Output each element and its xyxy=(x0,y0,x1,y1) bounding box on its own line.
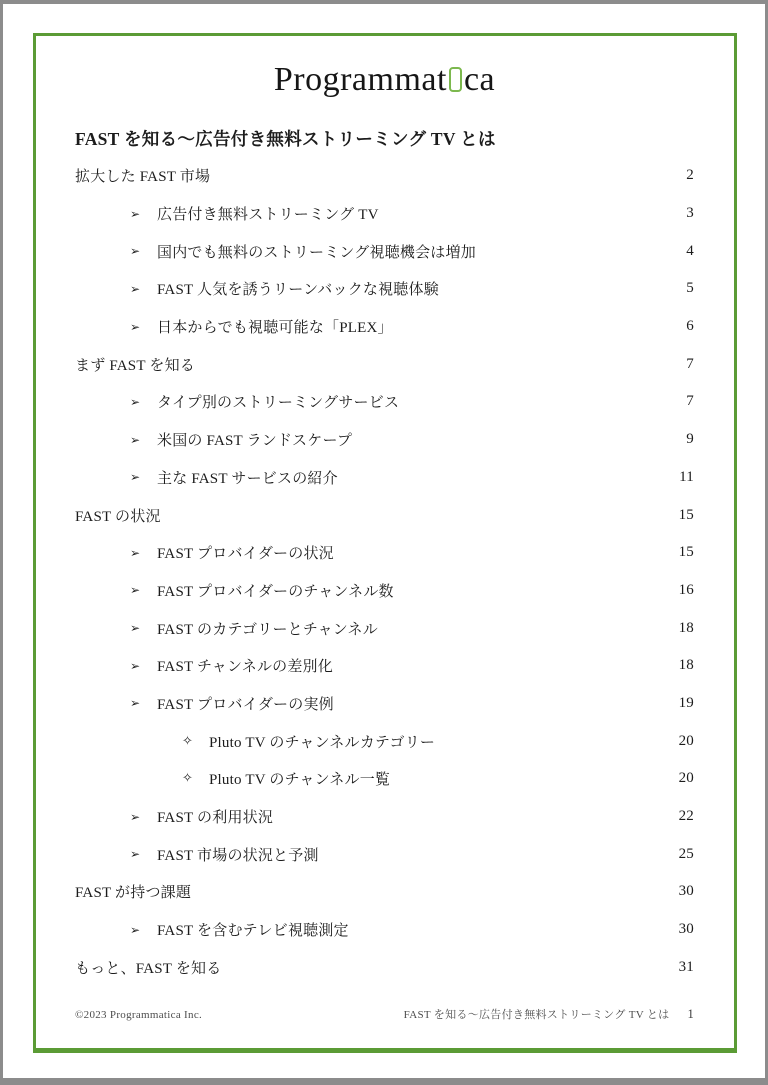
toc-entry[interactable] xyxy=(75,195,694,233)
arrow-bullet-icon: ➢ xyxy=(130,281,141,296)
toc-entry[interactable] xyxy=(75,308,694,346)
toc-entry[interactable] xyxy=(75,647,694,685)
toc-entry[interactable] xyxy=(75,685,694,723)
logo xyxy=(75,58,694,102)
green-border-frame xyxy=(33,33,737,1053)
arrow-bullet-icon: ➢ xyxy=(130,847,141,862)
arrow-bullet-icon: ➢ xyxy=(130,394,141,409)
toc-entry-page-number: 30 xyxy=(678,921,694,938)
document-title: FAST を知る〜広告付き無料ストリーミング TV とは xyxy=(75,129,496,149)
toc-entry-page-number: 9 xyxy=(686,431,694,448)
toc-entry-page-number: 7 xyxy=(686,393,694,410)
toc-entry[interactable] xyxy=(75,911,694,949)
toc-entry[interactable] xyxy=(75,157,694,195)
toc-entry[interactable] xyxy=(75,798,694,836)
toc-entry[interactable] xyxy=(75,496,694,534)
toc-entry[interactable] xyxy=(75,232,694,270)
toc-entry-label: FAST が持つ課題 xyxy=(75,885,192,902)
toc-entry-label: FAST プロバイダーの実例 xyxy=(157,696,334,713)
toc-entry-page-number: 25 xyxy=(678,845,694,862)
toc-entry-label: Pluto TV のチャンネルカテゴリー xyxy=(209,734,436,751)
arrow-bullet-icon: ➢ xyxy=(130,922,141,937)
tv-screen-icon xyxy=(449,67,462,92)
toc-entry-label: 広告付き無料ストリーミング TV xyxy=(157,207,379,224)
toc-entry-label: 国内でも無料のストリーミング視聴機会は増加 xyxy=(157,244,476,261)
toc-entry-page-number: 15 xyxy=(678,544,694,561)
toc-entry[interactable] xyxy=(75,609,694,647)
toc-entry-page-number: 7 xyxy=(686,355,694,372)
arrow-bullet-icon: ➢ xyxy=(130,545,141,560)
toc-entry-label: FAST 市場の状況と予測 xyxy=(157,847,319,864)
toc-entry[interactable] xyxy=(75,421,694,459)
toc-entry-label: 主な FAST サービスの紹介 xyxy=(157,470,338,487)
toc-entry[interactable] xyxy=(75,534,694,572)
toc-entry[interactable] xyxy=(75,459,694,497)
toc-entry-label: まず FAST を知る xyxy=(75,357,195,374)
footer-copyright: ©2023 Programmatica Inc. xyxy=(75,1009,203,1021)
toc-entry-label: FAST の利用状況 xyxy=(157,810,274,827)
toc-entry-label: 拡大した FAST 市場 xyxy=(75,169,211,186)
toc-entry-page-number: 18 xyxy=(678,619,694,636)
toc-entry-page-number: 3 xyxy=(686,205,694,222)
logo-text-right: ca xyxy=(463,61,496,98)
toc-entry-page-number: 20 xyxy=(678,770,694,787)
toc-entry-page-number: 19 xyxy=(678,694,694,711)
toc-entry-page-number: 11 xyxy=(679,468,694,485)
toc-entry-label: FAST 人気を誘うリーンバックな視聴体験 xyxy=(157,282,439,299)
toc-entry-label: 日本からでも視聴可能な「PLEX」 xyxy=(157,320,393,337)
arrow-bullet-icon: ➢ xyxy=(130,583,141,598)
footer-right xyxy=(404,1006,694,1022)
toc-entry-page-number: 30 xyxy=(678,883,694,900)
toc-entry[interactable] xyxy=(75,345,694,383)
arrow-bullet-icon: ➢ xyxy=(130,470,141,485)
toc-entry[interactable] xyxy=(75,873,694,911)
toc-entry-label: FAST チャンネルの差別化 xyxy=(157,659,333,676)
toc-entry-label: 米国の FAST ランドスケープ xyxy=(157,433,353,450)
diamond-bullet-icon: ✧ xyxy=(182,771,194,787)
toc-entry[interactable] xyxy=(75,383,694,421)
arrow-bullet-icon: ➢ xyxy=(130,809,141,824)
toc-entry[interactable] xyxy=(75,270,694,308)
arrow-bullet-icon: ➢ xyxy=(130,319,141,334)
arrow-bullet-icon: ➢ xyxy=(130,432,141,447)
footer-doc-title: FAST を知る〜広告付き無料ストリーミング TV とは xyxy=(403,1009,670,1021)
logo-text-left: Programmat xyxy=(273,61,447,98)
page-footer xyxy=(75,1006,694,1022)
toc-entry-label: FAST プロバイダーのチャンネル数 xyxy=(157,583,394,600)
arrow-bullet-icon: ➢ xyxy=(130,696,141,711)
toc-entry-label: Pluto TV のチャンネル一覧 xyxy=(209,772,391,789)
toc-entry[interactable] xyxy=(75,722,694,760)
toc-entry-page-number: 22 xyxy=(678,808,694,825)
toc-entry-label: FAST の状況 xyxy=(75,508,161,525)
toc-entry[interactable] xyxy=(75,835,694,873)
toc-entry-page-number: 31 xyxy=(678,958,694,975)
toc-entry-label: FAST を含むテレビ視聴測定 xyxy=(157,923,349,940)
arrow-bullet-icon: ➢ xyxy=(130,621,141,636)
toc-entry-page-number: 20 xyxy=(678,732,694,749)
diamond-bullet-icon: ✧ xyxy=(182,733,194,749)
toc-entry-label: FAST プロバイダーの状況 xyxy=(157,546,334,563)
toc-entry-page-number: 2 xyxy=(686,167,694,184)
toc-entry-label: FAST のカテゴリーとチャンネル xyxy=(157,621,378,638)
toc-entry-page-number: 4 xyxy=(686,242,694,259)
arrow-bullet-icon: ➢ xyxy=(130,206,141,221)
toc-entry-page-number: 15 xyxy=(678,506,694,523)
arrow-bullet-icon: ➢ xyxy=(130,244,141,259)
arrow-bullet-icon: ➢ xyxy=(130,658,141,673)
toc-entry[interactable] xyxy=(75,948,694,986)
toc-entry-label: もっと、FAST を知る xyxy=(75,960,222,977)
toc-entry-page-number: 18 xyxy=(678,657,694,674)
toc-entry-label: タイプ別のストリーミングサービス xyxy=(157,395,400,412)
toc-entry-page-number: 16 xyxy=(678,581,694,598)
toc-entry-page-number: 6 xyxy=(686,318,694,335)
toc-entry-page-number: 5 xyxy=(686,280,694,297)
footer-page-number: 1 xyxy=(687,1007,694,1021)
toc-entry[interactable] xyxy=(75,760,694,798)
table-of-contents xyxy=(75,157,694,986)
toc-entry[interactable] xyxy=(75,572,694,610)
